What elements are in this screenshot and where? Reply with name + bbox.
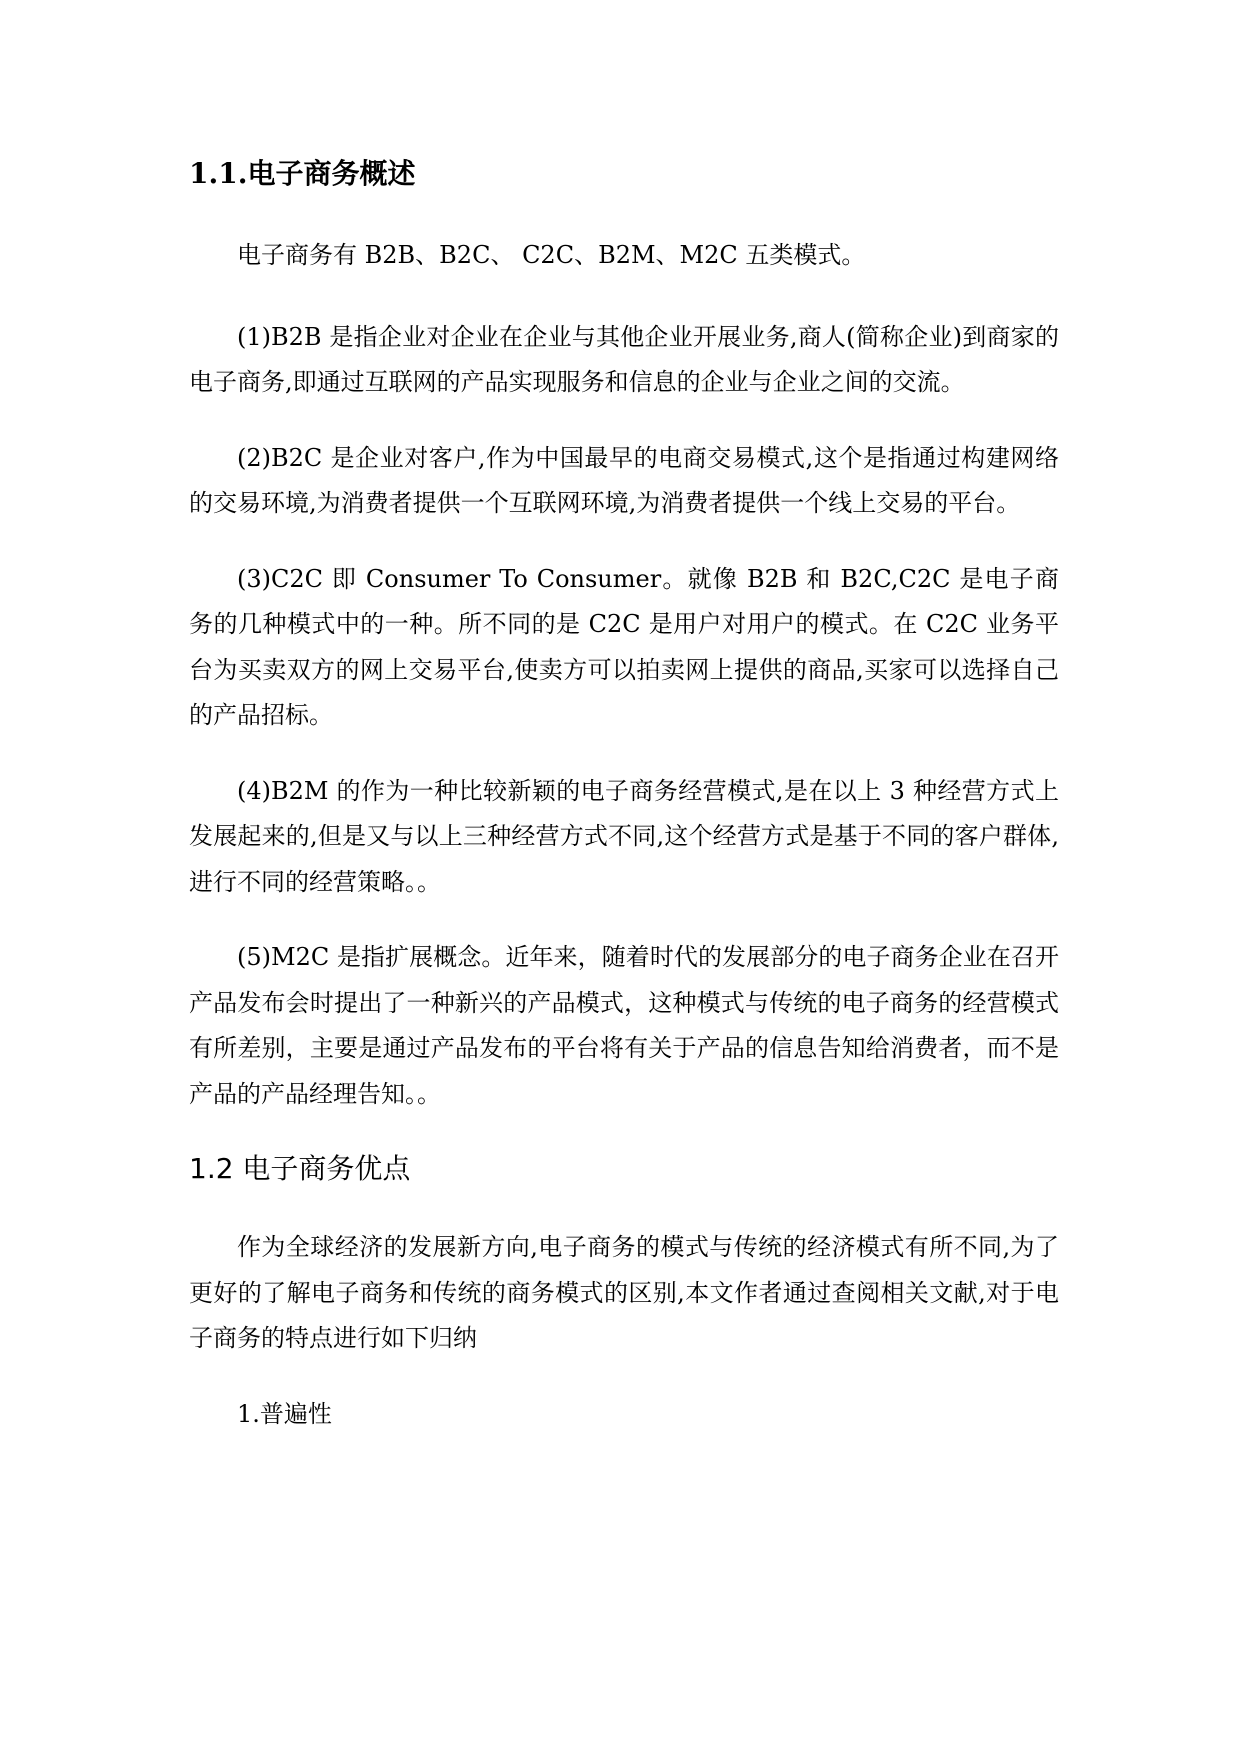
section-1-title: 1.1.电子商务概述 — [189, 157, 416, 190]
section-2-paragraph: 作为全球经济的发展新方向,电子商务的模式与传统的经济模式有所不同,为了更好的了解电子商务和传统的商务模式的区别,本文作者通过查阅相关文献,对于电子商务的特点进行如下归纳 — [189, 1233, 1059, 1352]
section-2-title: 1.2 电子商务优点 — [189, 1152, 411, 1185]
section-1-intro: 电子商务有 B2B、B2C、 C2C、B2M、M2C 五类模式。 — [237, 241, 866, 269]
document-page — [189, 130, 1059, 1437]
paragraph-c2c: (3)C2C 即 Consumer To Consumer。就像 B2B 和 B2C,C2C 是电子商务的几种模式中的一种。所不同的是 C2C 是用户对用户的模式。在 C2C 业务平台为买卖双方的网上交易平台,使卖方可以拍卖网上提供的商品,买家可以选择自己的产品招标。 — [189, 564, 1059, 729]
paragraph-b2c: (2)B2C 是企业对客户,作为中国最早的电商交易模式,这个是指通过构建网络的交易环境,为消费者提供一个互联网环境,为消费者提供一个线上交易的平台。 — [189, 443, 1059, 517]
list-item-universality: 1.普遍性 — [237, 1399, 332, 1428]
paragraph-b2m: (4)B2M 的作为一种比较新颖的电子商务经营模式,是在以上 3 种经营方式上发展起来的,但是又与以上三种经营方式不同,这个经营方式是基于不同的客户群体,进行不同的经营策略。。 — [189, 776, 1059, 896]
paragraph-m2c: (5)M2C 是指扩展概念。近年来，随着时代的发展部分的电子商务企业在召开产品发布会时提出了一种新兴的产品模式，这种模式与传统的电子商务的经营模式有所差别，主要是通过产品发布的平台将有关于产品的信息告知给消费者，而不是产品的产品经理告知。。 — [189, 943, 1059, 1108]
paragraph-b2b: (1)B2B 是指企业对企业在企业与其他企业开展业务,商人(简称企业)到商家的电子商务,即通过互联网的产品实现服务和信息的企业与企业之间的交流。 — [189, 322, 1059, 396]
